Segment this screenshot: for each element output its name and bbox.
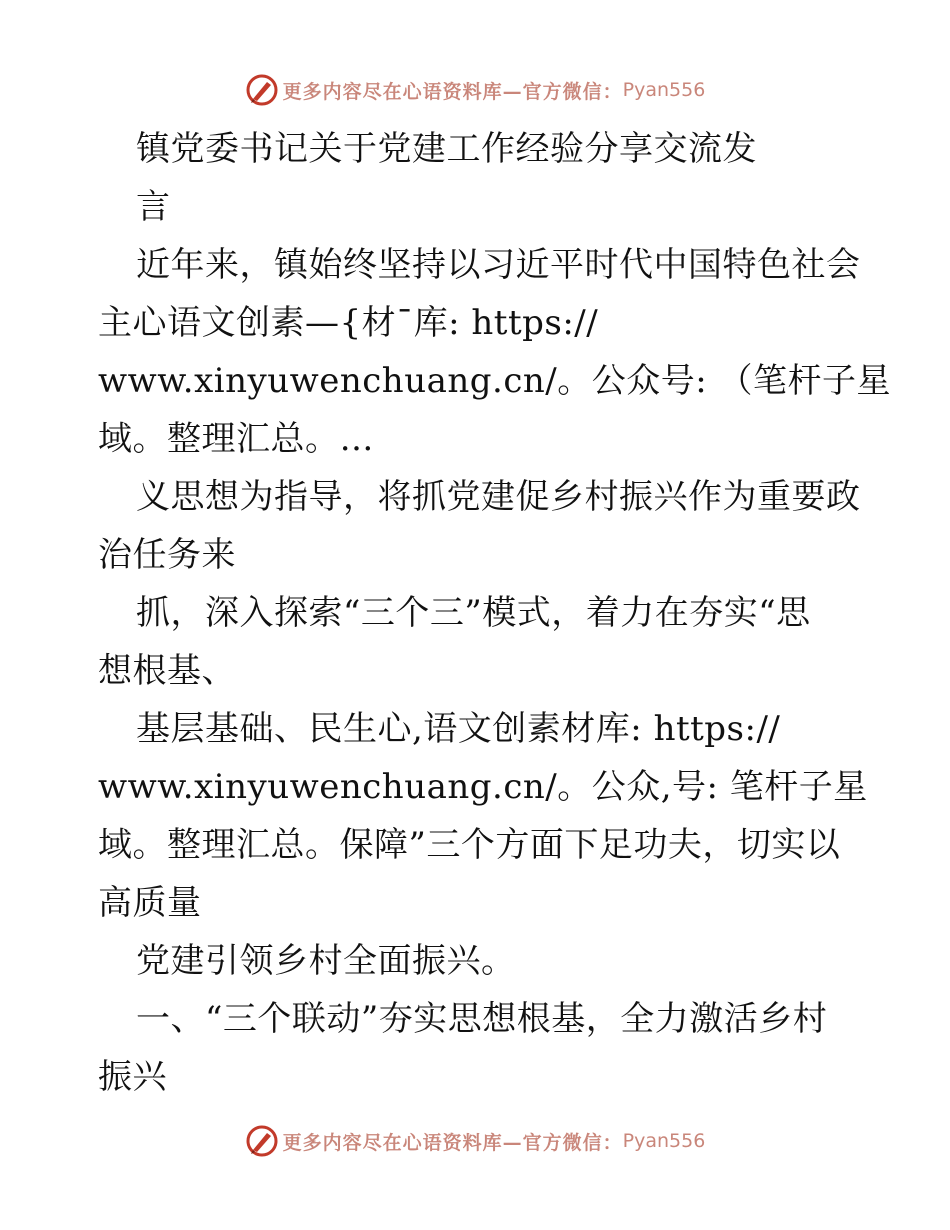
pen-logo-icon [245,1124,279,1158]
banner-text: 更多内容尽在心语资料库—官方微信： [282,80,623,103]
pen-logo-icon [245,73,279,107]
text-line: 近年来，镇始终坚持以习近平时代中国特色社会 [136,245,861,285]
text-line: 基层基础、民生心,语文创素材库: https:// [136,709,781,749]
text-line: www.xinyuwenchuang.cn/。公众号: （笔杆子星 [98,361,891,401]
banner-wechat-id: Pyan556 [622,1130,706,1152]
footer-banner [0,1121,950,1161]
text-line: 言 [136,187,171,227]
text-line: 高质量 [98,883,202,923]
text-line: 镇党委书记关于党建工作经验分享交流发 [136,129,757,169]
text-line: 域。整理汇总。… [98,419,374,459]
text-line: 治任务来 [98,535,236,575]
body-text [98,120,891,1106]
banner-wechat-id: Pyan556 [622,79,706,101]
text-line: 想根基、 [98,651,236,691]
header-banner [0,70,950,110]
text-line: 主心语文创素—{材¯库: https:// [98,303,599,343]
text-line: 振兴 [98,1057,167,1097]
text-line: 抓，深入探索“三个三”模式，着力在夯实“思 [136,593,811,633]
text-line: www.xinyuwenchuang.cn/。公众,号: 笔杆子星 [98,767,868,807]
text-line: 党建引领乡村全面振兴。 [136,941,516,981]
text-line: 域。整理汇总。保障”三个方面下足功夫，切实以 [98,825,841,865]
text-line: 义思想为指导，将抓党建促乡村振兴作为重要政 [136,477,861,517]
banner-text: 更多内容尽在心语资料库—官方微信： [282,1131,623,1154]
text-line: 一、“三个联动”夯实思想根基，全力激活乡村 [136,999,828,1039]
